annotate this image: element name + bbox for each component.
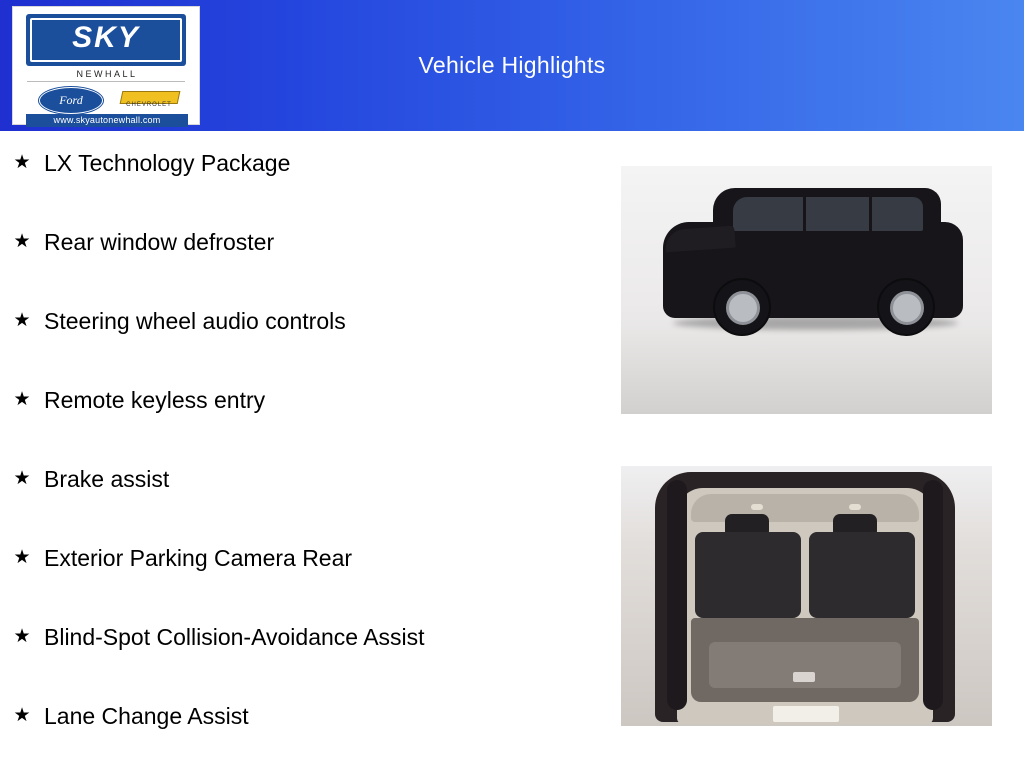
photo-ground <box>621 328 992 414</box>
list-item <box>0 701 600 780</box>
vehicle-highlights-list <box>0 148 600 780</box>
dealer-location-text: NEWHALL <box>76 69 138 79</box>
right-hatch-pillar <box>923 480 943 710</box>
star-icon: ★ <box>13 468 31 489</box>
dome-light-icon <box>751 504 763 510</box>
car-window-pillar <box>869 197 872 231</box>
feature-label: Steering wheel audio controls <box>44 308 346 334</box>
feature-label: Lane Change Assist <box>44 703 249 729</box>
feature-label: Rear window defroster <box>44 229 275 255</box>
rear-wheel <box>877 278 935 336</box>
list-item <box>0 464 600 543</box>
dealer-logo <box>12 6 200 125</box>
chevrolet-bowtie-icon <box>115 89 183 111</box>
feature-label: Remote keyless entry <box>44 387 266 413</box>
list-item <box>0 385 600 464</box>
list-item <box>0 227 600 306</box>
dome-light-icon <box>849 504 861 510</box>
sky-badge <box>26 14 186 66</box>
feature-label: Brake assist <box>44 466 170 492</box>
list-item <box>0 543 600 622</box>
right-seatback <box>809 532 915 618</box>
star-icon: ★ <box>13 231 31 252</box>
left-seatback <box>695 532 801 618</box>
sky-brand-text: SKY <box>72 21 140 54</box>
dealer-website-url: www.skyautonewhall.com <box>26 114 188 127</box>
front-wheel <box>713 278 771 336</box>
star-icon: ★ <box>13 626 31 647</box>
vehicle-exterior-side-photo <box>621 166 992 414</box>
star-icon: ★ <box>13 152 31 173</box>
wheel-rim <box>890 291 924 325</box>
cargo-latch <box>793 672 815 682</box>
vehicle-cargo-area-photo <box>621 466 992 726</box>
logo-divider <box>27 81 185 82</box>
ford-label: Ford <box>59 93 83 107</box>
license-plate <box>773 706 839 722</box>
feature-label: Blind-Spot Collision-Avoidance Assist <box>44 624 425 650</box>
chevrolet-label: CHEVROLET <box>126 102 172 108</box>
star-icon: ★ <box>13 389 31 410</box>
wheel-rim <box>726 291 760 325</box>
page-title: Vehicle Highlights <box>418 52 606 78</box>
car-window-glass <box>733 197 923 231</box>
left-hatch-pillar <box>667 480 687 710</box>
car-window-pillar <box>803 197 806 231</box>
list-item <box>0 148 600 227</box>
feature-label: Exterior Parking Camera Rear <box>44 545 353 571</box>
ford-oval-icon <box>39 87 103 114</box>
list-item <box>0 306 600 385</box>
feature-label: LX Technology Package <box>44 150 291 176</box>
star-icon: ★ <box>13 310 31 331</box>
star-icon: ★ <box>13 705 31 726</box>
list-item <box>0 622 600 701</box>
star-icon: ★ <box>13 547 31 568</box>
